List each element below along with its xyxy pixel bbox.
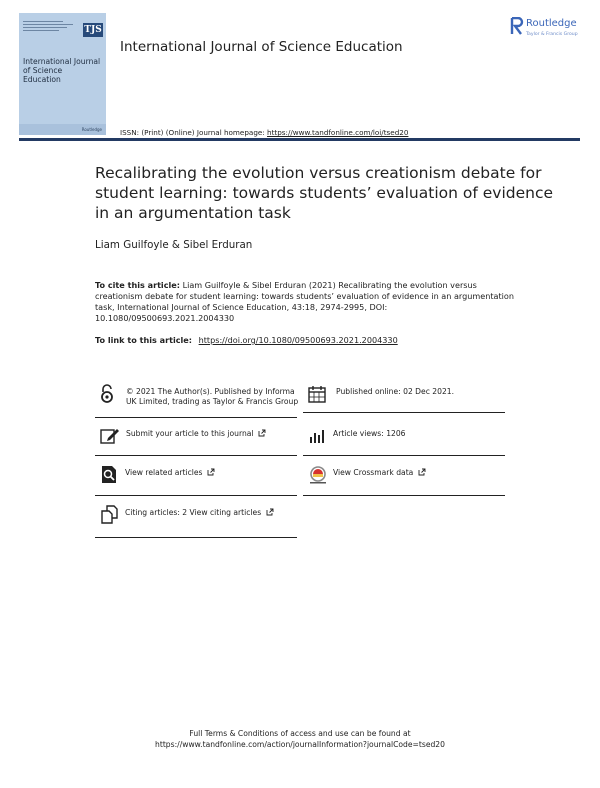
- edit-icon: [100, 426, 120, 446]
- article-authors: Liam Guilfoyle & Sibel Erduran: [95, 239, 253, 251]
- footer-terms-text: Full Terms & Conditions of access and use can be found at: [189, 729, 411, 738]
- submit-article-row[interactable]: [100, 426, 300, 446]
- divider: [95, 537, 297, 538]
- published-row: [307, 384, 507, 406]
- published-text: Published online: 02 Dec 2021.: [336, 387, 455, 396]
- divider: [303, 495, 505, 496]
- journal-title: International Journal of Science Education: [120, 39, 403, 55]
- related-articles-row[interactable]: [100, 465, 300, 485]
- journal-homepage-link[interactable]: https://www.tandfonline.com/loi/tsed20: [267, 128, 409, 137]
- divider: [303, 412, 505, 413]
- divider: [95, 495, 297, 496]
- article-doi-link[interactable]: https://doi.org/10.1080/09500693.2021.2004330: [198, 335, 398, 345]
- cite-label: To cite this article:: [95, 280, 181, 290]
- citing-articles-row[interactable]: [100, 505, 300, 525]
- routledge-logo-icon: [510, 17, 524, 35]
- link-label: To link to this article:: [95, 335, 193, 345]
- submit-article-link[interactable]: Submit your article to this journal: [126, 429, 254, 438]
- publisher-name: Routledge: [526, 18, 577, 29]
- citation-block: [95, 280, 515, 324]
- bar-chart-icon: [308, 426, 328, 446]
- footer-terms-link[interactable]: https://www.tandfonline.com/action/journalInformation?journalCode=tsed20: [155, 740, 445, 749]
- citing-documents-icon: [100, 505, 120, 525]
- divider: [95, 455, 297, 456]
- journal-cover: [19, 13, 106, 135]
- search-document-icon: [100, 465, 120, 485]
- cover-logo: TJS: [84, 25, 102, 35]
- external-link-icon: [207, 468, 215, 476]
- cover-publisher: Routledge: [81, 127, 102, 132]
- external-link-icon: [266, 508, 274, 516]
- issn-line: [120, 128, 408, 137]
- page-footer: [0, 728, 600, 750]
- open-access-text: © 2021 The Author(s). Published by Informa UK Limited, trading as Taylor & Francis Group: [126, 387, 299, 406]
- issn-text: ISSN: (Print) (Online) Journal homepage:: [120, 128, 265, 137]
- divider: [303, 455, 505, 456]
- calendar-icon: [307, 384, 327, 404]
- related-articles-link[interactable]: View related articles: [125, 468, 203, 477]
- crossmark-row[interactable]: [308, 465, 508, 485]
- publisher-tagline: Taylor & Francis Group: [526, 32, 578, 37]
- cover-title: International Journal of Science Education: [23, 57, 101, 84]
- open-access-lock-icon: [97, 384, 117, 404]
- external-link-icon: [258, 429, 266, 437]
- open-access-row: [97, 384, 299, 414]
- publisher-brand: [510, 15, 590, 45]
- article-title: Recalibrating the evolution versus creationism debate for student learning: towards students’ evaluation of evidence in an argumentation task: [95, 164, 554, 222]
- cite-doi: 10.1080/09500693.2021.2004330: [95, 313, 235, 323]
- external-link-icon: [418, 468, 426, 476]
- header-divider: [19, 138, 580, 141]
- crossmark-icon: [308, 465, 328, 485]
- citing-articles-link[interactable]: Citing articles: 2 View citing articles: [125, 508, 262, 517]
- cite-text: Liam Guilfoyle & Sibel Erduran (2021) Recalibrating the evolution versus creationism debate for student learning: towards students’ evaluation of evidence in an argumentation task, International Journal of Science Education, 43:18, 2974-2995, DOI:: [95, 280, 515, 312]
- article-link-line: [95, 335, 398, 345]
- article-views-text: Article views: 1206: [333, 429, 406, 438]
- divider: [95, 417, 297, 418]
- article-views-row: [308, 426, 508, 446]
- crossmark-link[interactable]: View Crossmark data: [333, 468, 414, 477]
